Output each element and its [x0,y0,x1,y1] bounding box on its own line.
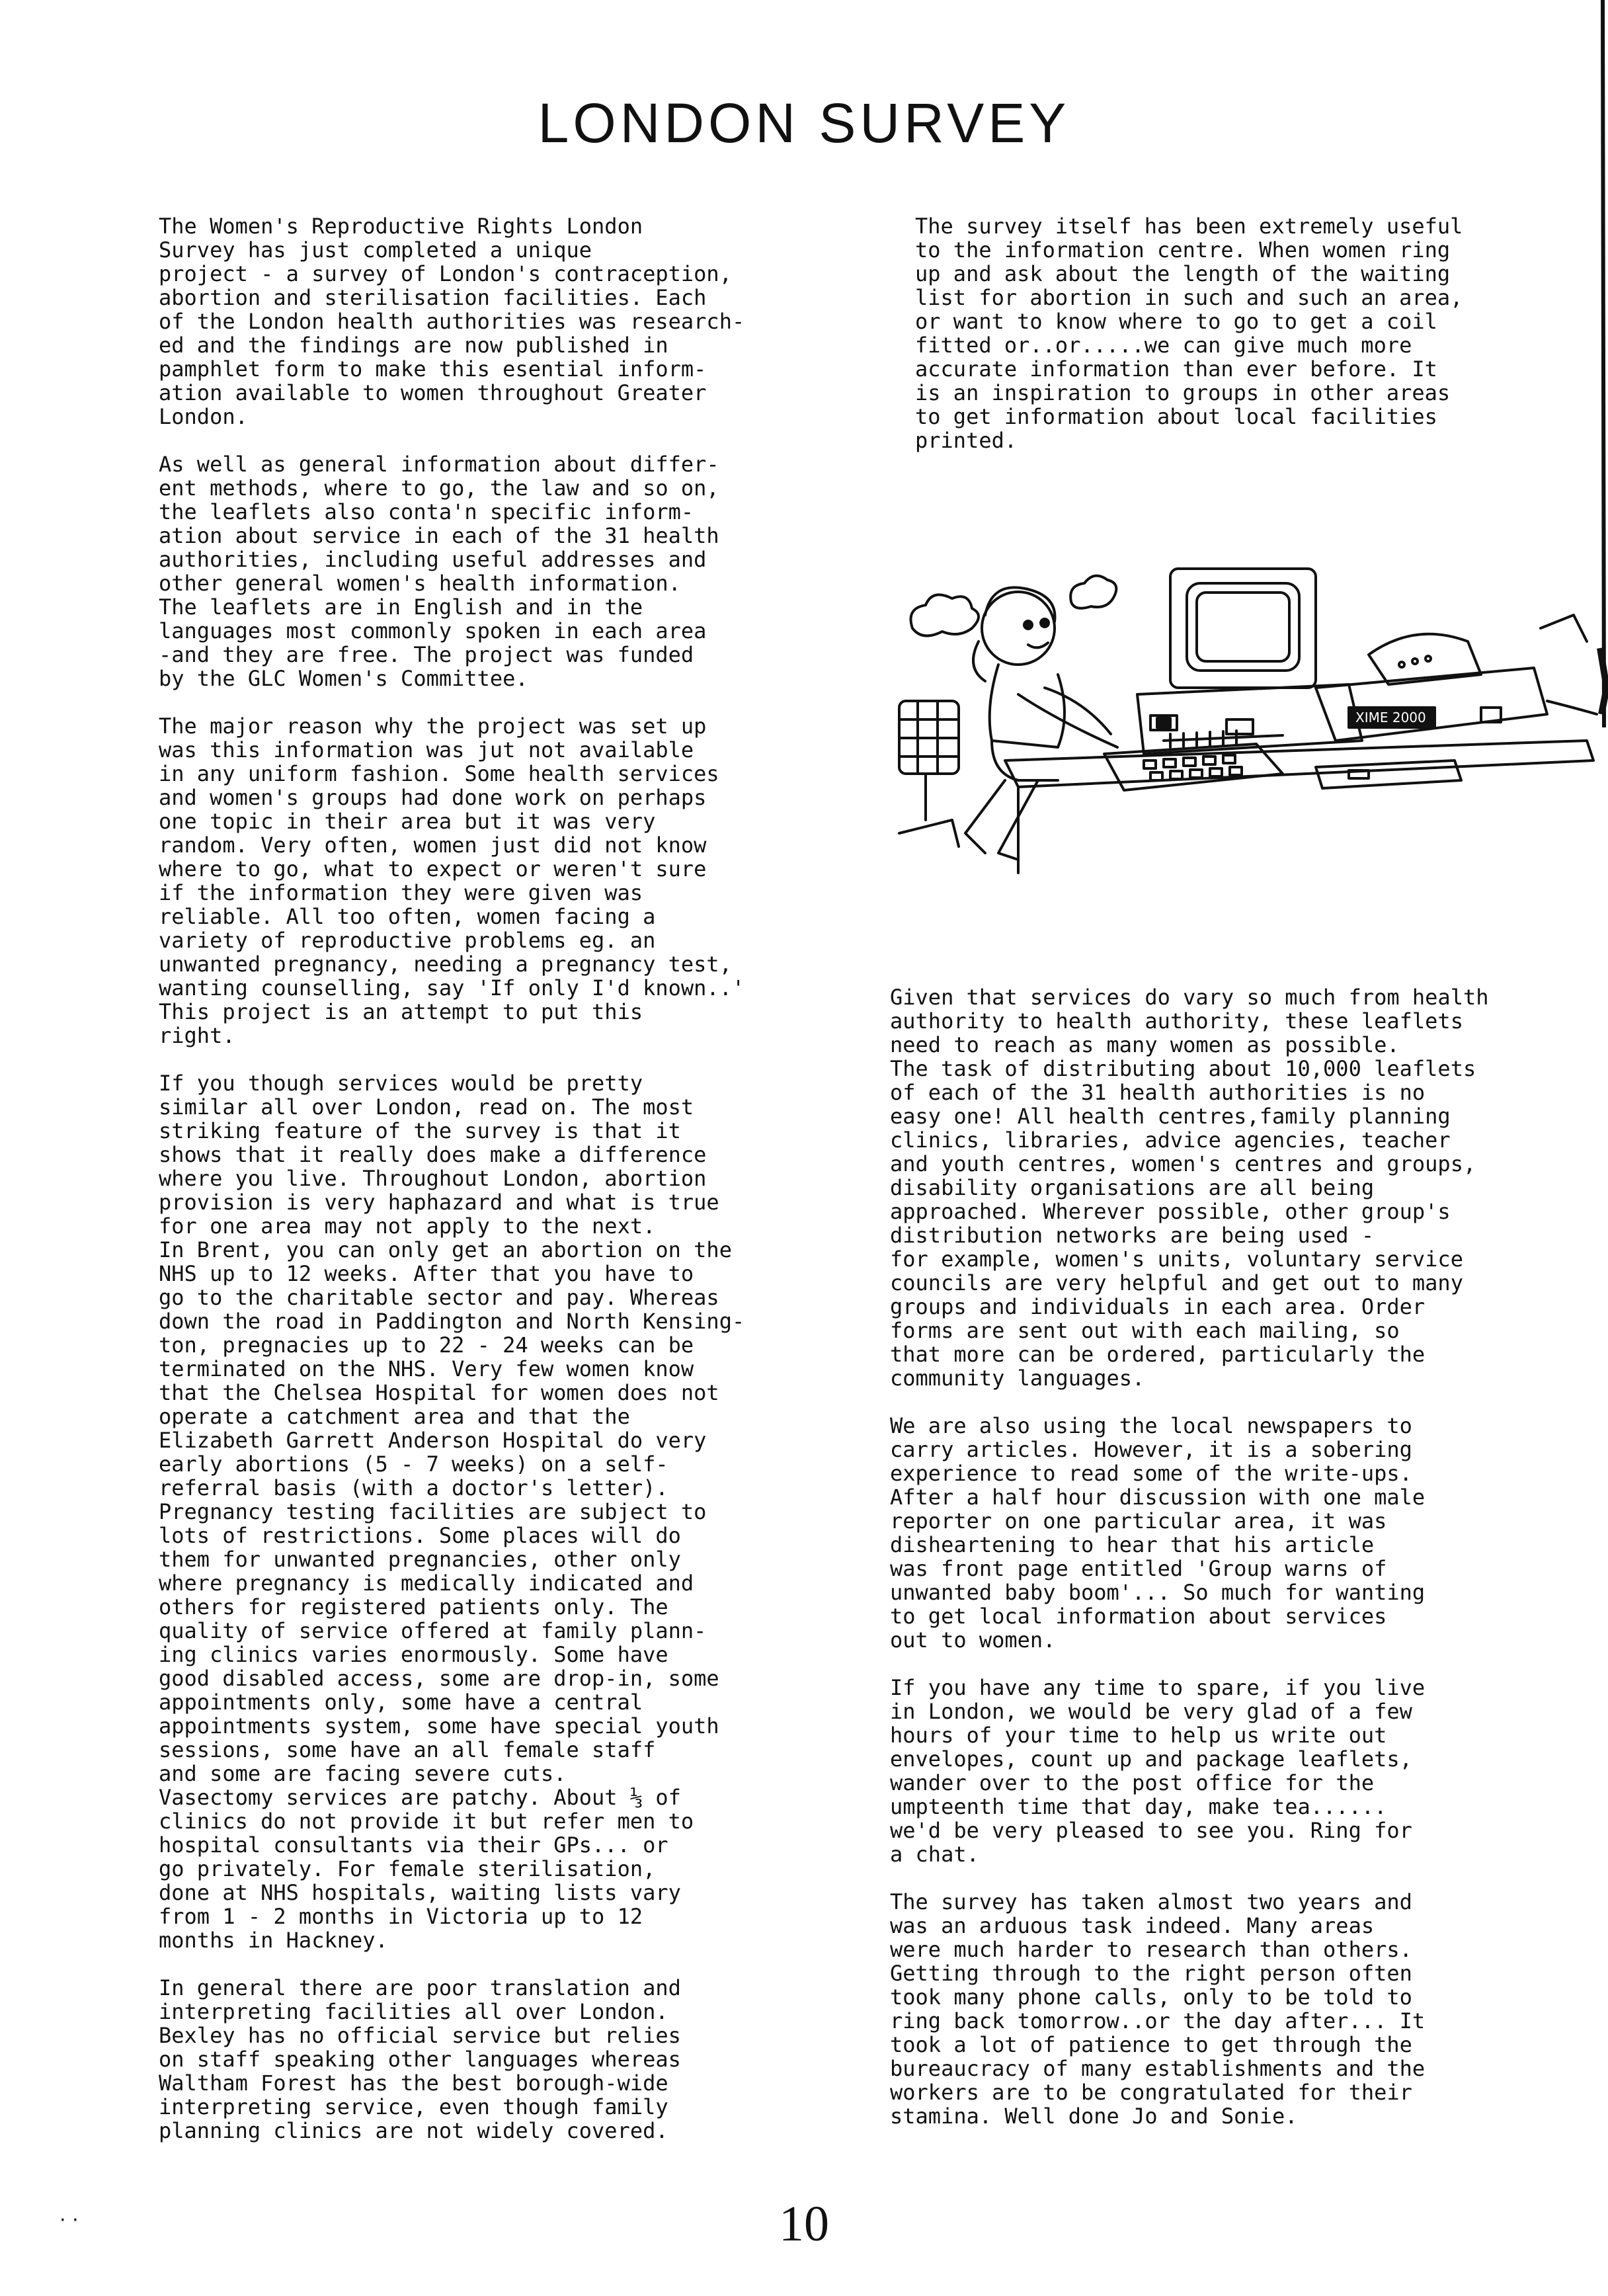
scan-smudge: · · [60,2209,79,2232]
scan-edge-mark [1587,0,1608,727]
paragraph: The survey itself has been extremely useful to the information centre. When women ring up and ask about the length of the waiting list for abortion in such and such an area, or want to know where to go to get a coil fitted or..or.....we can give much more accurate information than ever before. It is an inspiration to groups in other areas to get information about local facilities printed. [915,214,1463,453]
paragraph: The major reason why the project was set up was this information was jut not available in any uniform fashion. Some health services and women's groups had done work on perhaps one topic in their area but it was very random. Very often, women just did not know where to go, what to expect or weren't sure if the information they were given was reliable. All too often, women facing a variety of reproductive problems eg. an unwanted pregnancy, needing a pregnancy test, wanting counselling, say 'If only I'd known..' This project is an attempt to put this right. [159,714,745,1048]
left-column [159,214,820,2166]
person-head-icon [982,592,1055,665]
page-number: 10 [779,2196,829,2252]
paragraph: Given that services do vary so much from health authority to health authority, these leaflets need to reach as many women as possible. The task of distributing about 10,000 leaflets of each of the 31 health authorities is no easy one! All health centres,family planning clinics, libraries, advice agencies, teacher and youth centres, women's centres and groups, disability organisations are all being approached. Wherever possible, other group's distribution networks are being used - for example, women's units, voluntary service councils are very helpful and get out to many groups and individuals in each area. Order forms are sent out with each mailing, so that more can be ordered, particularly the community languages. [890,985,1489,1391]
printer-label: XIME 2000 [1355,710,1426,725]
paragraph: We are also using the local newspapers to carry articles. However, it is a sobering experience to read some of the write-ups. After a half hour discussion with one male reporter on one particular area, it was disheartening to hear that his article was front page entitled 'Group warns of unwanted baby boom'... So much for wanting to get local information about services out to women. [890,1413,1426,1653]
paragraph: In general there are poor translation and interpreting facilities all over London. Bexley has no official service but relies on staff speaking other languages whereas Waltham Forest has the best borough-wide interpreting service, even though family planning clinics are not widely covered. [159,1975,681,2143]
page-title: LONDON SURVEY [538,92,1070,154]
paragraph: If you have any time to spare, if you live in London, we would be very glad of a few hours of your time to help us write out envelopes, count up and package leaflets, wander over to the post office for the umpteenth time that day, make tea...... we'd be very pleased to see you. Ring for a chat. [890,1675,1426,1867]
thought-cloud-icon [1070,576,1116,608]
paragraph: If you though services would be pretty similar all over London, read on. The most striking feature of the survey is that it shows that it really does make a difference where you live. Throughout London, abortion provision is very haphazard and what is true for one area may not apply to the next. In Brent, you can only get an abortion on the NHS up to 12 weeks. After that you have to go to the charitable sector and pay. Whereas down the road in Paddington and North Kensing- ton, pregnacies up to 22 - 24 weeks can be terminated on the NHS. Very few women know that the Chelsea Hospital for women does not operate a catchment area and that the Elizabeth Garrett Anderson Hospital do very early abortions (5 - 7 weeks) on a self- referral basis (with a doctor's letter). Pregnancy testing facilities are subject to lots of restrictions. Some places will do them for unwanted pregnancies, other only where pregnancy is medically indicated and others for registered patients only. The quality of service offered at family plann- ing clinics varies enormously. Some have good disabled access, some are drop-in, some appointments only, some have a central appointments system, some have special youth sessions, some have an all female staff and some are facing severe cuts. Vasectomy services are patchy. About ⅓ of clinics do not provide it but refer men to hospital consultants via their GPs... or go privately. For female sterilisation, done at NHS hospitals, waiting lists vary from 1 - 2 months in Victoria up to 12 months in Hackney. [159,1071,745,1953]
paragraph: The Women's Reproductive Rights London Survey has just completed a unique project - a survey of London's contraception, abortion and sterilisation facilities. Each of the London health authorities was research- ed and the findings are now published in pamphlet form to make this esential inform- ation available to women throughout Greater London. [159,214,745,429]
thought-cloud-icon [911,594,979,636]
right-bottom-column [890,985,1571,2152]
paragraph: As well as general information about differ- ent methods, where to go, the law and so on, the leaflets also conta'n specific inform- ation about service in each of the 31 health authorities, including useful addresses and other general women's health information. The leaflets are in English and in the languages most commonly spoken in each area -and they are free. The project was funded by the GLC Women's Committee. [159,452,719,691]
computer-illustration [886,542,1600,886]
right-top-column [915,214,1537,476]
paragraph: The survey has taken almost two years and was an arduous task indeed. Many areas were much harder to research than others. Getting through to the right person often took many phone calls, only to be told to ring back tomorrow..or the day after... It took a lot of patience to get through the bureaucracy of many establishments and the workers are to be congratulated for their stamina. Well done Jo and Sonie. [890,1889,1426,2129]
